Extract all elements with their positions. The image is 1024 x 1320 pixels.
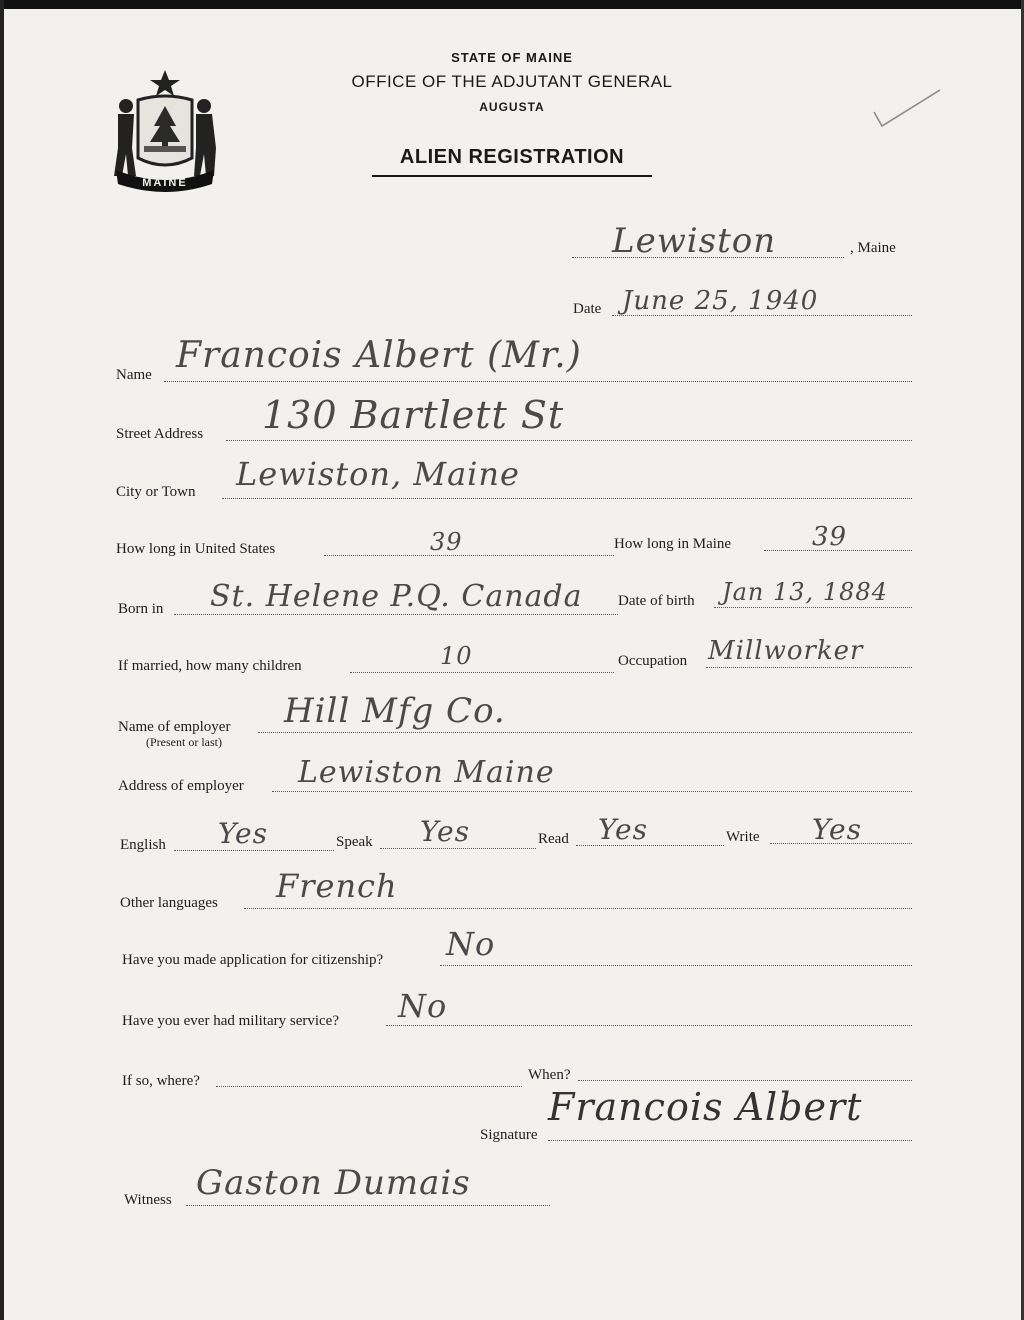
how-long-us-value: 39 — [430, 528, 463, 556]
employer-address-value: Lewiston Maine — [298, 755, 555, 790]
english-line — [174, 850, 334, 851]
city-label: City or Town — [116, 484, 196, 500]
children-line — [350, 672, 614, 673]
military-label: Have you ever had military service? — [122, 1013, 339, 1029]
street-address-line — [226, 440, 912, 441]
header-office: OFFICE OF THE ADJUTANT GENERAL — [351, 72, 673, 91]
citizenship-line — [440, 965, 912, 966]
signature-label: Signature — [480, 1127, 538, 1143]
employer-name-value: Hill Mfg Co. — [284, 691, 506, 731]
other-languages-line — [244, 908, 912, 909]
scan-border-top — [0, 0, 1024, 9]
scan-border-left — [0, 0, 4, 1320]
if-so-where-label: If so, where? — [122, 1073, 200, 1089]
born-in-value: St. Helene P.Q. Canada — [210, 579, 583, 614]
employer-address-label: Address of employer — [118, 778, 244, 794]
employer-note-label: (Present or last) — [146, 735, 222, 749]
other-languages-label: Other languages — [120, 895, 218, 911]
when-label: When? — [528, 1067, 571, 1083]
signature-line — [548, 1140, 912, 1141]
date-value: June 25, 1940 — [622, 286, 819, 316]
occupation-line — [706, 667, 912, 668]
date-of-birth-label: Date of birth — [618, 593, 695, 609]
seal-banner-text: MAINE — [142, 177, 188, 189]
born-in-line — [174, 614, 618, 615]
date-label: Date — [573, 301, 602, 317]
city-line — [222, 498, 912, 499]
other-languages-value: French — [276, 867, 398, 905]
military-line — [386, 1025, 912, 1026]
occupation-value: Millworker — [708, 636, 864, 666]
military-value: No — [398, 987, 448, 1025]
english-label: English — [120, 837, 166, 853]
when-line — [578, 1080, 912, 1081]
employer-name-line — [258, 732, 912, 733]
speak-label: Speak — [336, 834, 373, 850]
title-underline — [372, 175, 652, 177]
date-of-birth-value: Jan 13, 1884 — [722, 578, 888, 606]
street-address-label: Street Address — [116, 426, 204, 442]
employer-name-label: Name of employer — [118, 719, 231, 735]
children-value: 10 — [440, 642, 473, 670]
name-label: Name — [116, 367, 152, 383]
occupation-label: Occupation — [618, 653, 688, 669]
born-in-label: Born in — [118, 601, 164, 617]
read-label: Read — [538, 831, 569, 847]
speak-line — [380, 848, 536, 849]
date-of-birth-line — [714, 607, 912, 608]
name-line — [164, 381, 912, 382]
witness-label: Witness — [124, 1192, 172, 1208]
city-value: Lewiston, Maine — [236, 455, 520, 493]
if-so-where-line — [216, 1086, 522, 1087]
check-mark-icon — [860, 86, 950, 136]
maine-label: , Maine — [850, 240, 896, 256]
speak-value: Yes — [420, 815, 470, 848]
name-value: Francois Albert (Mr.) — [176, 335, 582, 376]
how-long-us-label: How long in United States — [116, 541, 276, 557]
employer-address-line — [272, 791, 912, 792]
street-address-value: 130 Bartlett St — [262, 393, 565, 437]
citizenship-label: Have you made application for citizenship? — [122, 952, 384, 968]
witness-line — [186, 1205, 550, 1206]
town-value: Lewiston — [612, 221, 777, 261]
how-long-us-line — [324, 555, 614, 556]
write-label: Write — [726, 829, 760, 845]
how-long-maine-label: How long in Maine — [614, 536, 732, 552]
citizenship-value: No — [446, 925, 496, 963]
header-city: AUGUSTA — [479, 100, 545, 114]
write-value: Yes — [812, 813, 862, 846]
witness-value: Gaston Dumais — [196, 1163, 471, 1203]
form-title: ALIEN REGISTRATION — [399, 146, 625, 168]
how-long-maine-value: 39 — [812, 522, 848, 552]
english-value: Yes — [218, 817, 268, 850]
read-value: Yes — [598, 813, 648, 846]
header-state: STATE OF MAINE — [451, 50, 573, 65]
children-label: If married, how many children — [118, 658, 302, 674]
signature-value: Francois Albert — [548, 1085, 863, 1129]
